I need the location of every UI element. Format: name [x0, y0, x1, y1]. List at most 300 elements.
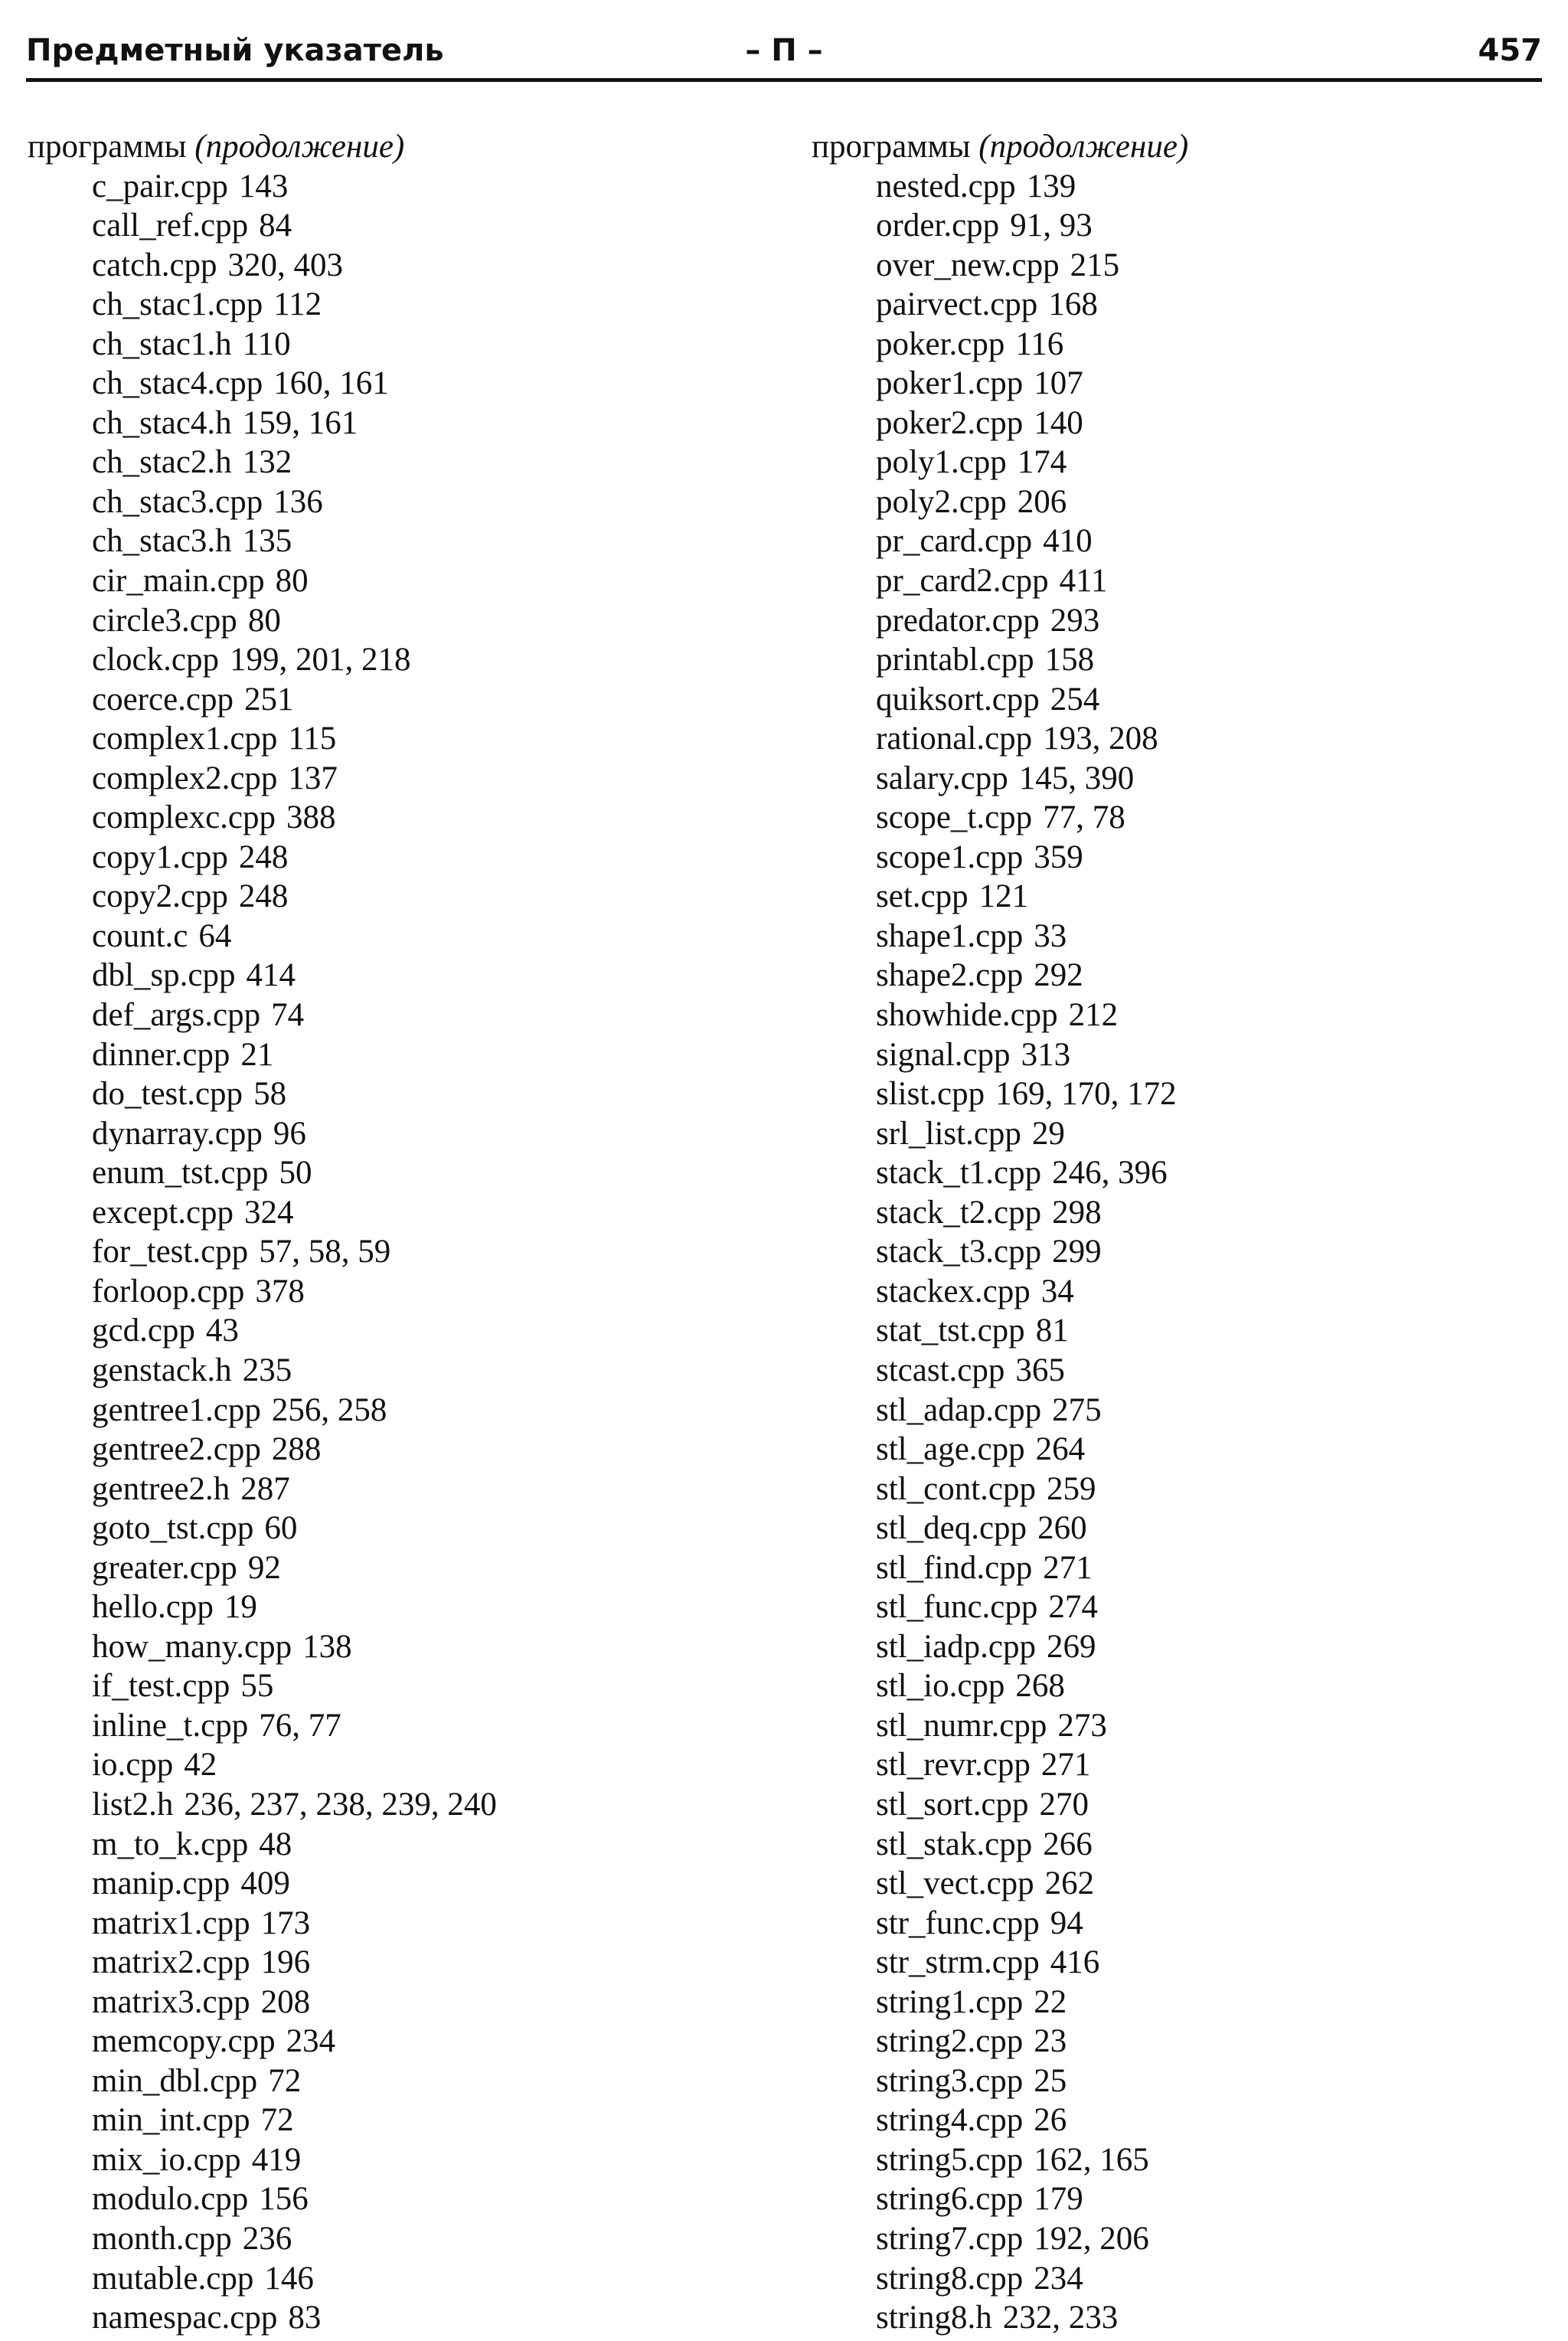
index-entry — [876, 917, 1531, 956]
index-entry-pages: 193, 208 — [1043, 721, 1158, 757]
index-entry-pages: 271 — [1043, 1549, 1093, 1586]
index-entry-pages: 419 — [251, 2141, 302, 2178]
index-entry — [92, 1548, 763, 1588]
index-entry — [92, 1627, 763, 1667]
index-entry-filename: ch_stac3.h — [92, 523, 232, 560]
index-entry-filename: ch_stac1.cpp — [92, 286, 263, 323]
index-entry — [876, 996, 1531, 1035]
index-entry-pages: 299 — [1052, 1234, 1102, 1270]
index-entry-pages: 251 — [244, 681, 294, 718]
index-entry-pages: 196 — [260, 1944, 311, 1981]
index-entry-pages: 60 — [264, 1510, 298, 1547]
index-entry-filename: m_to_k.cpp — [92, 1826, 249, 1862]
index-entry — [92, 1232, 763, 1272]
index-entry-filename: hello.cpp — [92, 1589, 214, 1626]
index-entry — [876, 2219, 1531, 2259]
index-entry — [876, 2061, 1531, 2101]
index-entry — [876, 759, 1531, 799]
running-head-letter: – П – — [745, 33, 823, 68]
index-entry — [876, 719, 1531, 759]
index-entry-filename: ch_stac3.cpp — [92, 483, 263, 520]
index-entry — [92, 482, 763, 522]
index-entry — [92, 1864, 763, 1904]
index-entry-pages: 26 — [1034, 2102, 1067, 2139]
index-entry-pages: 136 — [273, 483, 323, 520]
index-entry — [876, 1666, 1531, 1706]
index-entry — [876, 1548, 1531, 1588]
index-entry — [92, 996, 763, 1035]
index-entry-filename: mutable.cpp — [92, 2260, 254, 2297]
index-entry-filename: gentree2.h — [92, 1470, 230, 1507]
index-entry-filename: complexc.cpp — [92, 799, 276, 836]
index-entry — [92, 561, 763, 601]
index-entry — [92, 2259, 763, 2299]
index-entry-filename: list2.h — [92, 1786, 174, 1823]
index-entry-pages: 288 — [271, 1431, 322, 1468]
index-entry-pages: 156 — [259, 2181, 309, 2218]
index-entry — [92, 1666, 763, 1706]
index-entry-pages: 388 — [286, 799, 336, 836]
index-entry-filename: over_new.cpp — [876, 247, 1060, 283]
index-entry — [876, 1627, 1531, 1667]
index-entry-pages: 320, 403 — [227, 247, 344, 283]
index-entry-pages: 378 — [255, 1273, 305, 1309]
index-entry-pages: 313 — [1021, 1036, 1071, 1073]
index-entry — [876, 1232, 1531, 1272]
index-entry-pages: 22 — [1034, 1983, 1067, 2020]
index-entry-filename: stack_t2.cpp — [876, 1194, 1042, 1231]
index-entry-pages: 72 — [260, 2102, 294, 2139]
index-entry-filename: str_strm.cpp — [876, 1944, 1040, 1981]
index-entry-pages: 254 — [1050, 681, 1100, 718]
index-entry-filename: string2.cpp — [876, 2023, 1024, 2060]
index-entry-filename: modulo.cpp — [92, 2181, 249, 2218]
index-entry-pages: 264 — [1035, 1431, 1086, 1468]
index-entry-filename: nested.cpp — [876, 168, 1016, 204]
index-entry — [92, 2298, 763, 2338]
index-entry — [92, 1430, 763, 1470]
index-entry-filename: string8.cpp — [876, 2260, 1024, 2297]
index-entry — [876, 482, 1531, 522]
index-entry-filename: stl_io.cpp — [876, 1668, 1005, 1705]
index-entry-pages: 77, 78 — [1043, 799, 1125, 836]
index-entry-pages: 112 — [273, 286, 322, 323]
index-entry-pages: 275 — [1052, 1391, 1102, 1428]
index-entry-filename: stl_stak.cpp — [876, 1826, 1033, 1862]
index-entry-filename: call_ref.cpp — [92, 208, 249, 244]
index-entry-pages: 115 — [288, 721, 337, 757]
index-entry-pages: 83 — [288, 2300, 322, 2336]
index-entry — [92, 364, 763, 404]
index-entry-filename: stl_sort.cpp — [876, 1786, 1029, 1823]
index-entry — [92, 1035, 763, 1075]
index-entry-filename: inline_t.cpp — [92, 1707, 249, 1744]
index-entry-filename: string4.cpp — [876, 2102, 1024, 2139]
index-entry-filename: do_test.cpp — [92, 1076, 243, 1113]
index-entry — [876, 325, 1531, 365]
index-entry-filename: stl_deq.cpp — [876, 1510, 1027, 1547]
index-entry-filename: signal.cpp — [876, 1036, 1011, 1073]
index-entry — [92, 206, 763, 246]
index-entry — [92, 956, 763, 996]
index-entry — [876, 167, 1531, 207]
index-entry-pages: 94 — [1050, 1905, 1083, 1941]
index-entry — [876, 1943, 1531, 1983]
index-entry-pages: 236 — [242, 2220, 292, 2257]
index-entry-filename: gentree2.cpp — [92, 1431, 261, 1468]
index-entry-filename: string8.h — [876, 2300, 992, 2336]
index-entry-pages: 359 — [1034, 839, 1083, 875]
index-entry-filename: stcast.cpp — [876, 1352, 1005, 1388]
index-entry — [876, 1035, 1531, 1075]
index-entry — [876, 1351, 1531, 1391]
index-entry — [92, 1351, 763, 1391]
index-entry-pages: 236, 237, 238, 239, 240 — [184, 1786, 497, 1823]
index-entry — [92, 1193, 763, 1233]
index-entry-pages: 58 — [253, 1076, 287, 1113]
index-entry-filename: string7.cpp — [876, 2220, 1024, 2257]
index-entry-filename: pr_card2.cpp — [876, 563, 1049, 600]
index-entry-filename: for_test.cpp — [92, 1234, 249, 1270]
index-heading — [28, 127, 763, 167]
index-entry-filename: poker2.cpp — [876, 404, 1024, 441]
index-entry-pages: 72 — [268, 2062, 302, 2099]
index-entry — [92, 285, 763, 325]
index-entry — [876, 1785, 1531, 1825]
index-entry-filename: matrix2.cpp — [92, 1944, 250, 1981]
index-entry-filename: dynarray.cpp — [92, 1115, 263, 1152]
index-entry-filename: month.cpp — [92, 2220, 232, 2257]
index-entry-pages: 76, 77 — [259, 1707, 341, 1744]
index-entry — [92, 325, 763, 365]
index-entry-filename: poker.cpp — [876, 325, 1005, 362]
index-entry-pages: 260 — [1037, 1510, 1087, 1547]
index-entry-filename: coerce.cpp — [92, 681, 234, 718]
index-entry — [92, 1470, 763, 1509]
index-entry-pages: 110 — [242, 325, 291, 362]
index-entry-filename: shape1.cpp — [876, 917, 1024, 954]
index-entry-filename: circle3.cpp — [92, 602, 237, 639]
index-entry-filename: except.cpp — [92, 1194, 234, 1231]
index-entry — [876, 798, 1531, 838]
index-entry-pages: 80 — [247, 602, 281, 639]
index-entry-filename: printabl.cpp — [876, 642, 1034, 678]
index-entry-pages: 416 — [1050, 1944, 1100, 1981]
index-entry-pages: 246, 396 — [1052, 1155, 1168, 1192]
index-entry — [92, 1943, 763, 1983]
index-entry-pages: 21 — [240, 1036, 274, 1073]
index-entry-pages: 146 — [264, 2260, 314, 2297]
index-entry-pages: 365 — [1015, 1352, 1065, 1388]
index-entry-pages: 138 — [302, 1628, 352, 1665]
index-entry-filename: stack_t1.cpp — [876, 1155, 1042, 1192]
index-entry — [876, 1153, 1531, 1193]
index-entry-pages: 159, 161 — [242, 404, 358, 441]
index-entry-filename: mix_io.cpp — [92, 2141, 241, 2178]
index-entry-pages: 121 — [978, 878, 1029, 915]
index-entry-filename: goto_tst.cpp — [92, 1510, 254, 1547]
index-entry — [92, 1825, 763, 1865]
index-entry — [92, 1706, 763, 1746]
index-entry-filename: copy1.cpp — [92, 839, 228, 875]
running-head-section-title: Предметный указатель — [26, 33, 444, 68]
index-entry-pages: 235 — [242, 1352, 292, 1388]
index-entry-pages: 42 — [184, 1747, 217, 1784]
index-entry-filename: ch_stac2.h — [92, 444, 232, 481]
index-entry-filename: io.cpp — [92, 1747, 174, 1784]
index-entry-filename: poly2.cpp — [876, 483, 1007, 520]
index-entry-pages: 259 — [1047, 1470, 1096, 1507]
index-entry-filename: stl_revr.cpp — [876, 1747, 1031, 1784]
index-entry-pages: 43 — [205, 1313, 239, 1349]
index-entry-filename: pr_card.cpp — [876, 523, 1033, 560]
index-entry — [876, 2298, 1531, 2338]
index-entry-pages: 132 — [242, 444, 292, 481]
index-entry-filename: showhide.cpp — [876, 997, 1058, 1034]
index-entry — [92, 1272, 763, 1312]
index-entry-pages: 64 — [198, 917, 232, 954]
index-entry — [876, 2101, 1531, 2140]
index-entry-pages: 234 — [1034, 2260, 1083, 2297]
index-entry-pages: 137 — [288, 760, 338, 796]
index-entry-filename: memcopy.cpp — [92, 2023, 276, 2060]
index-entry-filename: rational.cpp — [876, 721, 1033, 757]
index-heading — [812, 127, 1531, 167]
index-entry-pages: 135 — [242, 523, 292, 560]
index-entry-list — [28, 167, 763, 2338]
index-entry-filename: namespac.cpp — [92, 2300, 278, 2336]
index-entry — [876, 404, 1531, 443]
index-entry-pages: 266 — [1043, 1826, 1093, 1862]
index-entry-pages: 55 — [240, 1668, 274, 1705]
index-entry-pages: 208 — [260, 1983, 311, 2020]
index-entry-filename: c_pair.cpp — [92, 168, 228, 204]
index-entry-filename: greater.cpp — [92, 1549, 237, 1586]
index-entry-filename: stl_vect.cpp — [876, 1865, 1034, 1902]
index-entry — [92, 1587, 763, 1627]
index-entry-filename: string5.cpp — [876, 2141, 1024, 2178]
page-number: 457 — [1478, 33, 1542, 68]
index-entry-pages: 298 — [1052, 1194, 1102, 1231]
index-entry-filename: dinner.cpp — [92, 1036, 230, 1073]
index-column-right — [812, 127, 1531, 2338]
index-entry-filename: stackex.cpp — [876, 1273, 1031, 1309]
index-entry — [876, 285, 1531, 325]
index-entry-filename: gentree1.cpp — [92, 1391, 261, 1428]
index-entry-filename: def_args.cpp — [92, 997, 261, 1034]
index-entry-pages: 269 — [1047, 1628, 1096, 1665]
index-entry-filename: count.c — [92, 917, 188, 954]
index-entry — [876, 2140, 1531, 2180]
index-entry — [876, 877, 1531, 917]
index-entry-filename: dbl_sp.cpp — [92, 957, 236, 994]
index-entry-pages: 139 — [1026, 168, 1076, 204]
index-entry-pages: 262 — [1044, 1865, 1095, 1902]
index-entry-pages: 173 — [260, 1905, 311, 1941]
index-entry-filename: stl_age.cpp — [876, 1431, 1025, 1468]
index-entry-pages: 92 — [247, 1549, 281, 1586]
index-entry-pages: 274 — [1048, 1589, 1098, 1626]
index-entry — [876, 561, 1531, 601]
index-entry-filename: how_many.cpp — [92, 1628, 292, 1665]
index-entry-filename: pairvect.cpp — [876, 286, 1038, 323]
index-entry — [92, 246, 763, 286]
index-entry-filename: cir_main.cpp — [92, 563, 265, 600]
index-entry — [92, 838, 763, 878]
index-entry-filename: str_func.cpp — [876, 1905, 1040, 1941]
index-entry-filename: stl_iadp.cpp — [876, 1628, 1036, 1665]
index-entry — [876, 1074, 1531, 1114]
index-entry-pages: 34 — [1040, 1273, 1074, 1309]
index-entry-pages: 96 — [273, 1115, 306, 1152]
index-entry-filename: matrix3.cpp — [92, 1983, 250, 2020]
index-entry — [876, 2179, 1531, 2219]
index-entry — [876, 1430, 1531, 1470]
index-entry-pages: 168 — [1048, 286, 1098, 323]
index-entry-pages: 409 — [240, 1865, 290, 1902]
index-entry — [92, 601, 763, 641]
index-entry-pages: 158 — [1044, 642, 1095, 678]
index-entry-pages: 81 — [1035, 1313, 1069, 1349]
index-entry-pages: 145, 390 — [1018, 760, 1135, 796]
index-entry-pages: 57, 58, 59 — [259, 1234, 391, 1270]
index-entry-pages: 256, 258 — [271, 1391, 387, 1428]
index-entry — [876, 601, 1531, 641]
index-entry-pages: 410 — [1043, 523, 1093, 560]
index-entry-pages: 179 — [1034, 2181, 1083, 2218]
index-entry — [92, 404, 763, 443]
index-entry-filename: enum_tst.cpp — [92, 1155, 269, 1192]
index-entry-pages: 248 — [238, 839, 289, 875]
index-entry — [92, 1983, 763, 2022]
index-entry — [92, 2101, 763, 2140]
index-entry — [876, 443, 1531, 482]
index-entry — [92, 1311, 763, 1351]
index-column-left — [28, 127, 763, 2338]
index-entry-pages: 199, 201, 218 — [229, 642, 411, 678]
index-entry-filename: manip.cpp — [92, 1865, 230, 1902]
index-entry-pages: 248 — [238, 878, 289, 915]
index-entry-pages: 324 — [244, 1194, 294, 1231]
index-entry — [876, 2022, 1531, 2061]
index-entry-pages: 91, 93 — [1010, 208, 1093, 244]
index-entry-pages: 140 — [1034, 404, 1083, 441]
index-entry — [876, 640, 1531, 680]
index-entry-filename: srl_list.cpp — [876, 1115, 1021, 1152]
index-entry-filename: quiksort.cpp — [876, 681, 1040, 718]
index-heading-term: программы — [812, 129, 971, 165]
index-entry-pages: 411 — [1059, 563, 1108, 600]
index-entry-filename: complex1.cpp — [92, 721, 278, 757]
index-entry-pages: 48 — [259, 1826, 292, 1862]
index-entry — [92, 798, 763, 838]
index-entry — [876, 206, 1531, 246]
index-entry-filename: clock.cpp — [92, 642, 219, 678]
index-entry — [876, 838, 1531, 878]
index-entry-pages: 292 — [1034, 957, 1083, 994]
index-entry — [876, 1470, 1531, 1509]
index-entry-filename: matrix1.cpp — [92, 1905, 250, 1941]
index-entry-filename: copy2.cpp — [92, 878, 228, 915]
index-entry — [876, 2259, 1531, 2299]
index-entry-pages: 169, 170, 172 — [995, 1076, 1177, 1113]
index-entry — [92, 1785, 763, 1825]
index-entry-filename: slist.cpp — [876, 1076, 985, 1113]
index-entry-filename: stack_t3.cpp — [876, 1234, 1042, 1270]
index-entry — [92, 1391, 763, 1430]
index-entry-pages: 234 — [286, 2023, 336, 2060]
index-entry — [876, 1983, 1531, 2022]
index-entry-pages: 273 — [1057, 1707, 1107, 1744]
index-entry-filename: string6.cpp — [876, 2181, 1024, 2218]
index-entry — [876, 1509, 1531, 1548]
index-entry-pages: 33 — [1034, 917, 1067, 954]
index-entry-filename: genstack.h — [92, 1352, 232, 1388]
index-heading-continued: (продолжение) — [194, 129, 405, 165]
index-entry-pages: 23 — [1034, 2023, 1067, 2060]
index-entry — [92, 2219, 763, 2259]
index-entry-list — [812, 167, 1531, 2338]
index-entry-filename: stl_func.cpp — [876, 1589, 1038, 1626]
index-entry-pages: 25 — [1034, 2062, 1067, 2099]
index-entry — [876, 1745, 1531, 1785]
index-entry — [876, 1114, 1531, 1154]
index-entry — [876, 680, 1531, 720]
index-entry-filename: stl_adap.cpp — [876, 1391, 1042, 1428]
index-entry — [876, 1706, 1531, 1746]
index-entry-filename: min_int.cpp — [92, 2102, 250, 2139]
index-entry-filename: scope_t.cpp — [876, 799, 1033, 836]
index-entry-filename: if_test.cpp — [92, 1668, 230, 1705]
index-entry — [876, 521, 1531, 561]
index-entry-filename: stat_tst.cpp — [876, 1313, 1025, 1349]
index-entry-filename: stl_cont.cpp — [876, 1470, 1036, 1507]
index-entry — [92, 1745, 763, 1785]
running-head — [26, 29, 1542, 82]
index-heading-continued: (продолжение) — [978, 129, 1189, 165]
index-entry — [92, 521, 763, 561]
index-entry-pages: 160, 161 — [273, 365, 389, 402]
index-entry-pages: 80 — [275, 563, 309, 600]
index-entry-pages: 107 — [1034, 365, 1083, 402]
index-entry-pages: 74 — [271, 997, 305, 1034]
index-entry — [92, 719, 763, 759]
index-entry — [92, 640, 763, 680]
index-entry-pages: 293 — [1050, 602, 1100, 639]
index-entry-filename: min_dbl.cpp — [92, 2062, 258, 2099]
index-entry — [876, 1311, 1531, 1351]
index-entry — [92, 759, 763, 799]
index-entry-pages: 50 — [279, 1155, 312, 1192]
index-entry-pages: 232, 233 — [1002, 2300, 1119, 2336]
index-entry-pages: 174 — [1017, 444, 1067, 481]
index-entry — [876, 1864, 1531, 1904]
index-entry — [876, 1391, 1531, 1430]
index-entry-filename: stl_numr.cpp — [876, 1707, 1047, 1744]
index-entry — [92, 1509, 763, 1548]
index-entry-filename: order.cpp — [876, 208, 1000, 244]
index-entry-pages: 162, 165 — [1034, 2141, 1149, 2178]
index-entry — [92, 2061, 763, 2101]
index-entry — [92, 917, 763, 956]
index-entry-filename: ch_stac4.cpp — [92, 365, 263, 402]
index-entry-filename: predator.cpp — [876, 602, 1040, 639]
index-entry-pages: 414 — [246, 957, 296, 994]
index-entry-filename: scope1.cpp — [876, 839, 1024, 875]
index-entry — [92, 1114, 763, 1154]
index-entry — [876, 956, 1531, 996]
index-entry — [92, 1074, 763, 1114]
